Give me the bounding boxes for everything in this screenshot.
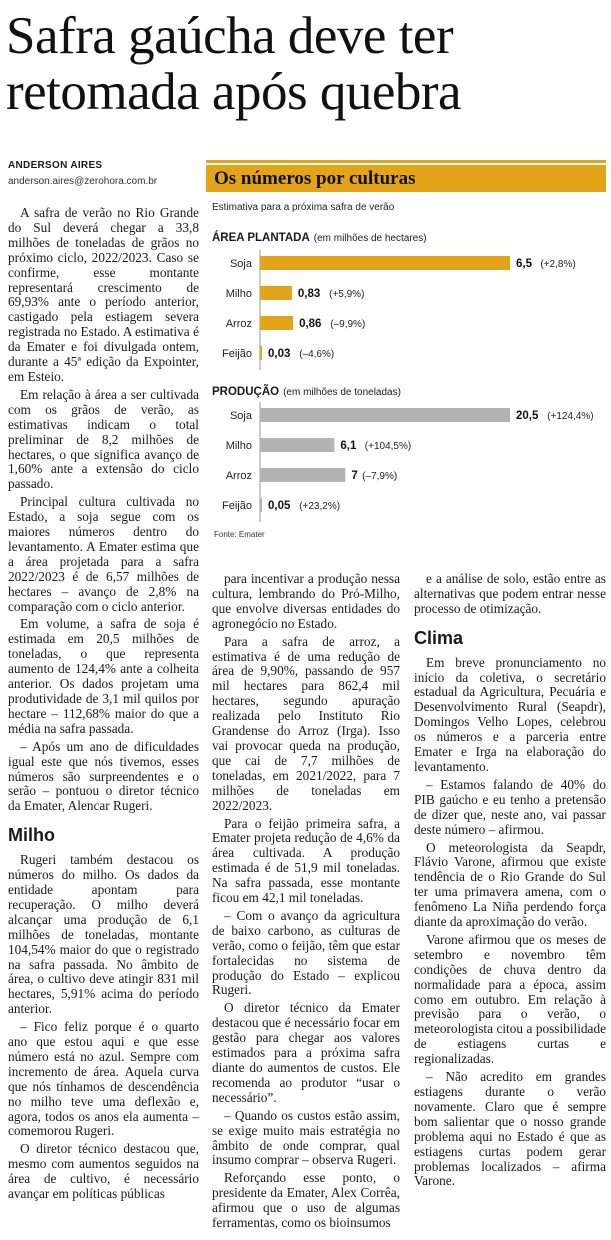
paragraph: O meteorologista da Seapdr, Flávio Varone, afirmou que existe tendência de o Rio Grande do Sul ter uma primavera amena, com o fenômeno La Niña perdendo força diante da aproximação do verão. [414,839,606,930]
paragraph: Em volume, a safra de soja é estimada em 20,5 milhões de toneladas, o que representa aumento de 124,4% ante a colheita anterior. Os dados projetam uma produtividade de 3,1 mil quilos por hectare – 112,68% maior do que a média na safra passada. [8,616,199,736]
value-label: 6,1 [340,440,357,452]
value-label: 20,5 [516,410,539,422]
category-label: Soja [229,258,252,270]
value-label: 0,05 [268,500,291,512]
category-label: Feijão [222,500,252,512]
production-chart [206,402,606,522]
paragraph: O diretor técnico da Emater destacou que é necessário focar em gestão para chegar aos valores estimados para a próxima safra diante do aumentos de custos. Ele recomenda ao produtor “usar o necessário”. [212,1000,400,1105]
bar-soja [260,408,510,422]
paragraph: Rugeri também destacou os números do milho. Os dados da entidade apontam para recuperação. O milho deverá alcançar uma produção de 6,1 milhões de toneladas, montante 104,54% maior do que o registrado na safra passada. No âmbito de área, o cultivo deve atingir 831 mil hectares, 5,91% acima do período anterior. [8,852,199,1017]
change-label: (+124,4%) [547,411,594,422]
area-chart [206,250,606,370]
paragraph: – Quando os custos estão assim, se exige muito mais estratégia no âmbito de onde comprar, qual insumo comprar – observa Rugeri. [212,1107,400,1168]
infographic-rule [206,160,606,163]
bar-feijão [260,346,262,360]
category-label: Milho [225,288,252,300]
value-label: 0,83 [297,288,321,300]
change-label: (–7,9%) [362,471,398,482]
change-label: (–4,6%) [299,349,335,360]
value-label: 0,86 [299,318,322,330]
area-chart-heading: ÁREA PLANTADA [212,232,310,244]
infographic-subtitle: Estimativa para a próxima safra de verão [212,202,395,213]
change-label: (+5,9%) [329,289,365,300]
change-label: (+23,2%) [299,501,341,512]
byline-author: ANDERSON AIRES [8,160,103,171]
paragraph: – Fico feliz porque é o quarto ano que estou aqui e que esse número está no azul. Sempre com incremento de área. Aquela curva que nós tínhamos de descendência no milho teve uma deflexão e, agora, todos os anos ela aumenta – comemorou Rugeri. [8,1019,199,1139]
article-column-3 [414,572,606,1236]
infographic-source: Fonte: Emater [214,530,265,539]
production-chart-title [212,386,401,398]
paragraph: – Após um ano de dificuldades igual este que nós tivemos, esses números são surpreendentes e o serão – pontuou o diretor técnico da Emater, Alencar Rugeri. [8,738,199,814]
paragraph: Em breve pronunciamento no início da coletiva, o secretário estadual da Agricultura, Pecuária e Desenvolvimento Rural (Seapdr), Domingos Velho Lopes, celebrou os números e a parceria entre Emater e Irga na elaboração do levantamento. [414,654,606,774]
value-label: 0,03 [268,348,291,360]
article-column-2 [212,572,400,1236]
bar-soja [260,256,510,270]
paragraph: – Estamos falando de 40% do PIB gaúcho e eu tenho a pretensão de dizer que, neste ano, vai passar deste número – afirmou. [414,776,606,837]
category-label: Milho [225,440,252,452]
category-label: Feijão [222,348,252,360]
change-label: (–9,9%) [330,319,366,330]
paragraph: Varone afirmou que os meses de setembro e novembro têm condições de chuva dentro da normalidade para a época, assim como em outubro. Em relação à previsão para o verão, o meteorologista citou a possibilidade de estiagens curtas e regionalizadas. [414,931,606,1067]
bar-feijão [260,498,262,512]
area-chart-title [212,232,427,244]
change-label: (+2,8%) [540,259,576,270]
paragraph: – Com o avanço da agricultura de baixo carbono, as culturas de verão, como o feijão, têm que estar fortalecidas no sistema de produção do Estado – explicou Rugeri. [212,907,400,998]
paragraph: Para o feijão primeira safra, a Emater projeta redução de 4,6% da área cultivada. A produção estimada é de 51,9 mil toneladas. Na safra passada, esse montante ficou em 42,1 mil toneladas. [212,815,400,906]
bar-arroz [260,468,345,482]
production-chart-heading: PRODUÇÃO [212,386,280,398]
area-chart-unit: (em milhões de hectares) [313,233,427,244]
value-label: 7 [351,470,358,482]
value-label: 6,5 [516,258,532,270]
paragraph: Em relação à área a ser cultivada com os grãos de verão, as estimativas indicam o total preliminar de 8,2 milhões de hectares, o que significa avanço de 1,60% ante a extensão do ciclo passado. [8,386,199,492]
paragraph: O diretor técnico destacou que, mesmo com aumentos seguidos na área de cultivo, é necessário avançar em políticas públicas [8,1141,199,1202]
category-label: Soja [229,410,252,422]
category-label: Arroz [225,470,252,482]
bar-arroz [260,316,293,330]
paragraph: Reforçando esse ponto, o presidente da Emater, Alex Corrêa, afirmou que o uso de algumas ferramentas, como os bioinsumos [212,1170,400,1231]
paragraph: Principal cultura cultivada no Estado, a soja segue com os maiores números dentro do levantamento. A Emater estima que a área projetada para a safra 2022/2023 é de 6,57 milhões de hectares – avanço de 2,8% na comparação com o ciclo anterior. [8,494,199,614]
infographic [206,160,606,550]
paragraph: Para a safra de arroz, a estimativa é de uma redução de área de 9,90%, passando de 957 mil hectares para 862,4 mil hectares, segundo apuração realizada pelo Instituto Rio Grandense do Arroz (Irga). Isso vai provocar queda na produção, que cai de 7,7 milhões de toneladas, em 2021/2022, para 7 milhões de toneladas em 2022/2023. [212,633,400,813]
byline-email[interactable]: anderson.aires@zerohora.com.br [8,176,158,187]
section-heading: Milho [8,825,55,846]
paragraph: e a análise de solo, estão entre as alternativas que podem entrar nesse processo de otimização. [414,572,606,616]
section-heading: Clima [414,627,464,648]
change-label: (+104,5%) [364,441,412,452]
bar-milho [260,286,292,300]
production-chart-unit: (em milhões de toneladas) [283,387,401,398]
headline: Safra gaúcha deve ter retomada após quebra [6,7,462,121]
infographic-title: Os números por culturas [206,165,606,192]
article-column-1 [8,206,199,1236]
bar-milho [260,438,334,452]
paragraph: A safra de verão no Rio Grande do Sul deverá chegar a 33,8 milhões de toneladas de grãos no próximo ciclo, 2022/2023. Caso se confirme, esse montante representará crescimento de 69,93% ante o período anterior, castigado pela estiagem severa registrada no Estado. A estimativa é da Emater e foi divulgada ontem, durante a 45ª edição da Expointer, em Esteio. [8,206,199,384]
paragraph: para incentivar a produção nessa cultura, lembrando do Pró-Milho, que envolve diversas entidades do agronegócio no Estado. [212,572,400,631]
paragraph: – Não acredito em grandes estiagens durante o verão novamente. Claro que é sempre bom salientar que o nosso grande problema aqui no Estado é que as estiagens curtas podem gerar problemas localizados – afirma Varone. [414,1069,606,1189]
category-label: Arroz [225,318,252,330]
